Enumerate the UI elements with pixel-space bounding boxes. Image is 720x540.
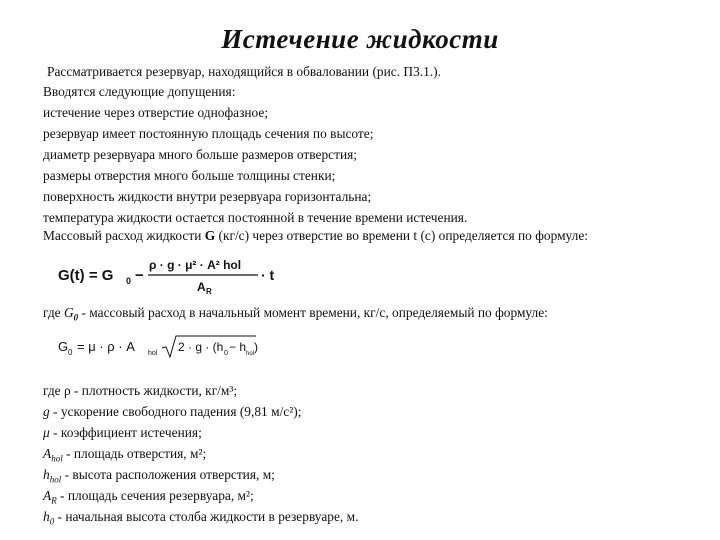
definition-text: - высота расположения отверстия, м; xyxy=(61,467,275,482)
mass-flow-suffix: (кг/с) через отверстие во времени t (с) определяется по формуле: xyxy=(215,228,588,243)
g0-text: - массовый расход в начальный момент времени, кг/с, определяемый по формуле: xyxy=(78,305,548,320)
definition-item xyxy=(43,446,206,462)
definition-item xyxy=(43,467,275,483)
formula2-radical: 2 · g · (h xyxy=(178,340,224,354)
page-title: Истечение жидкости xyxy=(221,24,499,54)
definition-sub: R xyxy=(51,495,57,506)
intro-text: Рассматривается резервуар, находящийся в обваловании (рис. П3.1.). xyxy=(47,64,441,79)
definition-item xyxy=(43,488,254,504)
definition-symbol: A xyxy=(43,446,52,461)
definition-text: - площадь отверстия, м²; xyxy=(62,446,207,461)
g0-definition xyxy=(43,305,548,321)
assumption-item: поверхность жидкости внутри резервуара горизонтальна; xyxy=(43,189,372,204)
definition-symbol: h xyxy=(43,467,50,482)
definition-prefix: где xyxy=(43,383,64,398)
definition-sub: 0 xyxy=(49,516,55,527)
g0-symbol: G xyxy=(63,305,74,320)
formula2-close: ) xyxy=(254,340,258,354)
g0-sub: 0 xyxy=(73,312,79,323)
formula1-lhs: G(t) = G xyxy=(58,267,114,284)
mass-flow-prefix: Массовый расход жидкости xyxy=(43,228,205,243)
definition-item xyxy=(43,509,358,525)
formula2-mid: − h xyxy=(229,340,247,354)
assumption-item: резервуар имеет постоянную площадь сечения по высоте; xyxy=(43,126,374,141)
formula2-rhs-sub: hol xyxy=(148,350,158,357)
assumptions-heading: Вводятся следующие допущения: xyxy=(43,84,236,99)
formula2-hhol-sub: hol xyxy=(246,351,255,357)
formula1-denominator-sub: R xyxy=(206,287,212,296)
definition-text: - площадь сечения резервуара, м²; xyxy=(56,488,254,503)
definition-symbol: g xyxy=(43,404,50,419)
definition-symbol: μ xyxy=(43,425,50,440)
definition-text: - коэффициент истечения; xyxy=(49,425,202,440)
g0-prefix: где xyxy=(43,305,64,320)
definition-sub: hol xyxy=(49,474,62,485)
definition-text: - ускорение свободного падения (9,81 м/с²); xyxy=(49,404,302,419)
definition-item xyxy=(43,383,237,399)
formula2-lhs-sub: 0 xyxy=(68,348,73,357)
definition-symbol: A xyxy=(43,488,52,503)
definition-text: - плотность жидкости, кг/м³; xyxy=(70,383,238,398)
formula2-rhs: = μ · ρ · A xyxy=(77,339,135,354)
formula1-lhs-sub: 0 xyxy=(126,276,132,286)
definition-symbol: ρ xyxy=(63,383,71,398)
formula-mass-flow-time xyxy=(58,254,278,298)
definition-item xyxy=(43,404,301,420)
assumption-item: диаметр резервуара много больше размеров отверстия; xyxy=(43,147,358,162)
assumption-item: размеры отверстия много больше толщины стенки; xyxy=(43,168,336,183)
formula1-numerator: ρ · g · μ² · A² hol xyxy=(149,258,242,272)
formula-initial-mass-flow xyxy=(58,334,258,360)
assumption-item: истечение через отверстие однофазное; xyxy=(43,105,269,120)
assumption-item: температура жидкости остается постоянной в течение времени истечения. xyxy=(43,210,468,225)
mass-flow-text xyxy=(43,228,588,244)
definition-symbol: h xyxy=(43,509,50,524)
formula1-minus: − xyxy=(135,267,144,284)
formula2-lhs: G xyxy=(58,339,69,354)
definition-sub: hol xyxy=(51,453,63,464)
definition-text: - начальная высота столба жидкости в резервуаре, м. xyxy=(54,509,359,524)
definition-item xyxy=(43,425,202,441)
formula1-tail: · t xyxy=(261,267,275,283)
formula2-h0-sub: 0 xyxy=(224,350,228,357)
formula1-denominator: A xyxy=(197,280,206,294)
mass-flow-symbol: G xyxy=(204,228,216,243)
